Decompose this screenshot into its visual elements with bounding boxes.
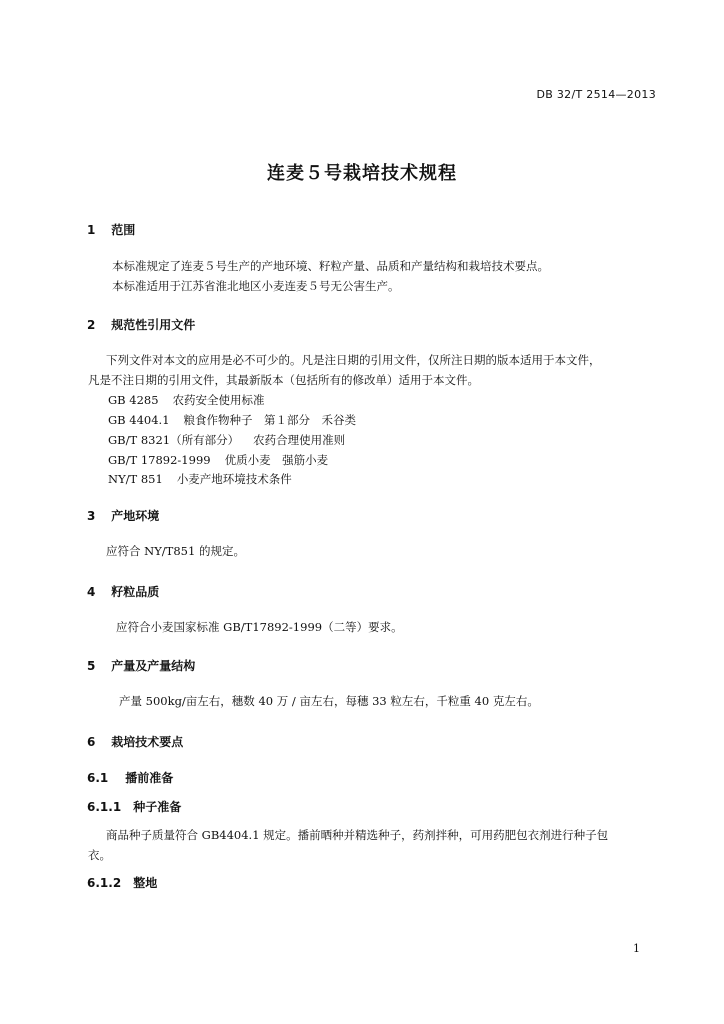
section-number: 6.1.2 <box>87 876 122 890</box>
section-title: 播前准备 <box>125 771 174 785</box>
section-title: 产地环境 <box>111 509 160 523</box>
section-6-1-1-heading <box>87 798 181 815</box>
section-6-1-2-heading <box>87 874 157 891</box>
section-4-paragraph: 应符合小麦国家标准 GB/T17892-1999（二等）要求。 <box>116 620 403 634</box>
section-number: 6.1.1 <box>87 800 122 814</box>
section-6-1-1-line-1: 商品种子质量符合 GB4404.1 规定。播前晒种并精选种子，药剂拌种，可用药肥包衣剂进行种子包 <box>106 828 609 842</box>
section-number: 6 <box>87 735 96 749</box>
reference-item <box>108 392 265 408</box>
reference-name: 农药安全使用标准 <box>172 393 265 407</box>
section-6-1-1-line-2: 衣。 <box>88 848 111 862</box>
reference-name: 小麦产地环境技术条件 <box>176 472 292 486</box>
reference-name: 农药合理使用准则 <box>253 433 346 447</box>
section-title: 籽粒品质 <box>111 585 160 599</box>
section-1-heading <box>87 221 135 238</box>
section-3-heading <box>87 507 159 524</box>
section-number: 6.1 <box>87 771 109 785</box>
section-5-paragraph: 产量 500kg/亩左右，穗数 40 万 / 亩左右，每穗 33 粒左右，千粒重 40 克左右。 <box>119 694 539 708</box>
reference-item <box>108 432 345 448</box>
reference-code: NY/T 851 <box>108 472 163 486</box>
reference-code: GB 4285 <box>108 393 159 407</box>
section-title: 规范性引用文件 <box>111 318 196 332</box>
section-2-intro-line-1: 下列文件对本文的应用是必不可少的。凡是注日期的引用文件，仅所注日期的版本适用于本文件， <box>106 353 601 367</box>
section-2-intro-line-2: 凡是不注日期的引用文件，其最新版本（包括所有的修改单）适用于本文件。 <box>88 373 479 387</box>
section-title: 产量及产量结构 <box>111 659 196 673</box>
section-2-heading <box>87 316 195 333</box>
reference-code: GB/T 8321（所有部分） <box>108 433 240 447</box>
section-title: 种子准备 <box>133 800 182 814</box>
section-title: 范围 <box>111 223 136 237</box>
section-3-paragraph: 应符合 NY/T851 的规定。 <box>106 544 245 558</box>
reference-code: GB 4404.1 <box>108 413 170 427</box>
section-number: 5 <box>87 659 96 673</box>
section-number: 1 <box>87 223 96 237</box>
section-title: 整地 <box>133 876 158 890</box>
section-5-heading <box>87 657 195 674</box>
section-6-heading <box>87 733 183 750</box>
section-1-paragraph-1: 本标准规定了连麦５号生产的产地环境、籽粒产量、品质和产量结构和栽培技术要点。 <box>112 259 549 273</box>
reference-code: GB/T 17892-1999 <box>108 453 211 467</box>
section-title: 栽培技术要点 <box>111 735 184 749</box>
section-4-heading <box>87 583 159 600</box>
section-number: 4 <box>87 585 96 599</box>
section-1-paragraph-2: 本标准适用于江苏省淮北地区小麦连麦５号无公害生产。 <box>112 279 400 293</box>
reference-item <box>108 412 356 428</box>
reference-item <box>108 471 292 487</box>
reference-name: 优质小麦 强筋小麦 <box>224 453 329 467</box>
reference-item <box>108 452 328 468</box>
page-number: 1 <box>633 942 640 955</box>
document-code: DB 32/T 2514—2013 <box>536 88 656 101</box>
section-number: 3 <box>87 509 96 523</box>
section-number: 2 <box>87 318 96 332</box>
document-title: 连麦５号栽培技术规程 <box>267 163 457 184</box>
section-6-1-heading <box>87 769 173 786</box>
reference-name: 粮食作物种子 第１部分 禾谷类 <box>183 413 357 427</box>
